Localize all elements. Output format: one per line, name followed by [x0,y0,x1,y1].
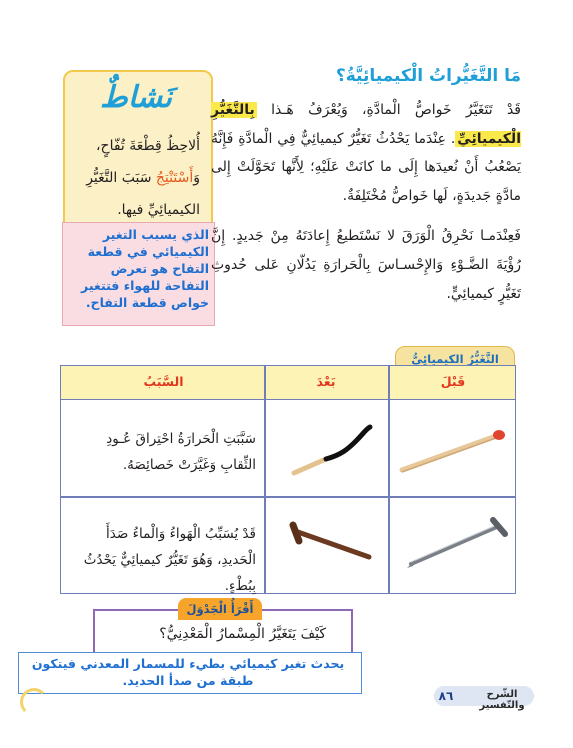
activity-line-3: الكيميائِيِّ فيها. [117,202,200,218]
match-stick-image [396,426,508,476]
header-cause: السَّبَبُ [143,374,184,389]
paragraph-1-end: . عِنْدَما يَحْدُثُ تَغَيُّرٌ كيميائِيٌّ فِي الْمادَّةِ فَإِنَّهُ يَصْعُبُ أَنْ نُعيدَها إِلَى ما كانَتْ عَلَيْهِ؛ لِأَنَّها تَحَوَّلَتْ إِلى مادَّةٍ جَديدَةٍ، لَها خَواصُّ مُخْتَلِفَةٌ. [211,130,521,204]
paragraph-1-start: قَدْ تَتَغَيَّرُ خَواصُّ الْمادَّةِ، وَيُعْرَفُ هَـذا [256,102,521,118]
activity-keyword: أَسْتَنْتِجُ [155,170,194,186]
corner-decoration-icon [20,688,48,716]
read-table-question: كَيْفَ يَتَغَيَّرُ الْمِسْمارُ الْمَعْدِنِيُّ؟ [159,626,326,642]
activity-text [70,130,200,226]
section-heading: مَا التَّغَيُّراتُ الْكيميائِيَّةُ؟ [335,66,521,86]
cause-row-1: سَبَّبَتِ الْحَرارَةُ احْتِراقَ عُـودِ الثِّقابِ وَغَيَّرَتْ خَصائِصَهُ. [106,431,256,473]
nail-image [401,516,509,571]
key-term: بِالتَّغَيُّرِ الْكيميائِيِّ [211,102,521,147]
table-label: التَّغَيُّرُ الكيميائِيُّ [395,346,515,372]
activity-line-2b: سَبَبَ التَّغَيُّرِ [86,170,156,186]
activity-line-1: أُلاحِظُ قِطْعَةَ تُفّاحٍ، [96,138,200,154]
activity-answer-text: الذي يسبب التغير الكيميائي في قطعة التفاح هو تعرض التفاحة للهواء فتتغير خواص قطعة التفاح. [81,227,209,310]
section-paragraph-1 [211,96,521,210]
read-table-label: أَقْرَأُ الْجَدْوَلَ [178,598,262,620]
activity-title: نَشاطٌ [100,80,172,115]
section-paragraph-2: فَعِنْدَمـا نَحْرِقُ الْوَرَقَ لا نَسْتَطيعُ إِعادَتَهُ مِنْ جَديدٍ. إِنَّ رُؤْيَةَ الضَّـوْءِ وَالإِحْسـاسَ بِالْحَرارَةِ يَدُلّانِ عَلى حُدوثِ تَغَيُّرٍ كيميائِيٍّ. [211,228,521,302]
activity-line-2a: وَ [193,170,200,186]
table-divider [264,366,266,593]
cause-row-2: قَدْ يُسَبِّبُ الْهَواءُ وَالْماءُ صَدَأَ الْحَديدِ، وَهُوَ تَغَيُّرٌ كيميائِيٌّ يَحْدُثُ بِبُطْءٍ. [83,526,256,594]
table-divider [61,496,515,498]
read-table-answer: يحدث تغير كيميائي بطيء للمسمار المعدني فيتكون طبقة من صدأ الحديد. [31,656,345,688]
header-before: قَبْلَ [440,374,466,389]
burnt-match-image [286,421,386,481]
table-divider [388,366,390,593]
header-after: بَعْدَ [316,374,336,389]
rusty-nail-image [283,511,383,571]
page-number: ٨٦ [438,689,454,703]
footer-title: الشّرح والتّفسير [479,689,525,711]
chemical-change-table [60,365,516,594]
